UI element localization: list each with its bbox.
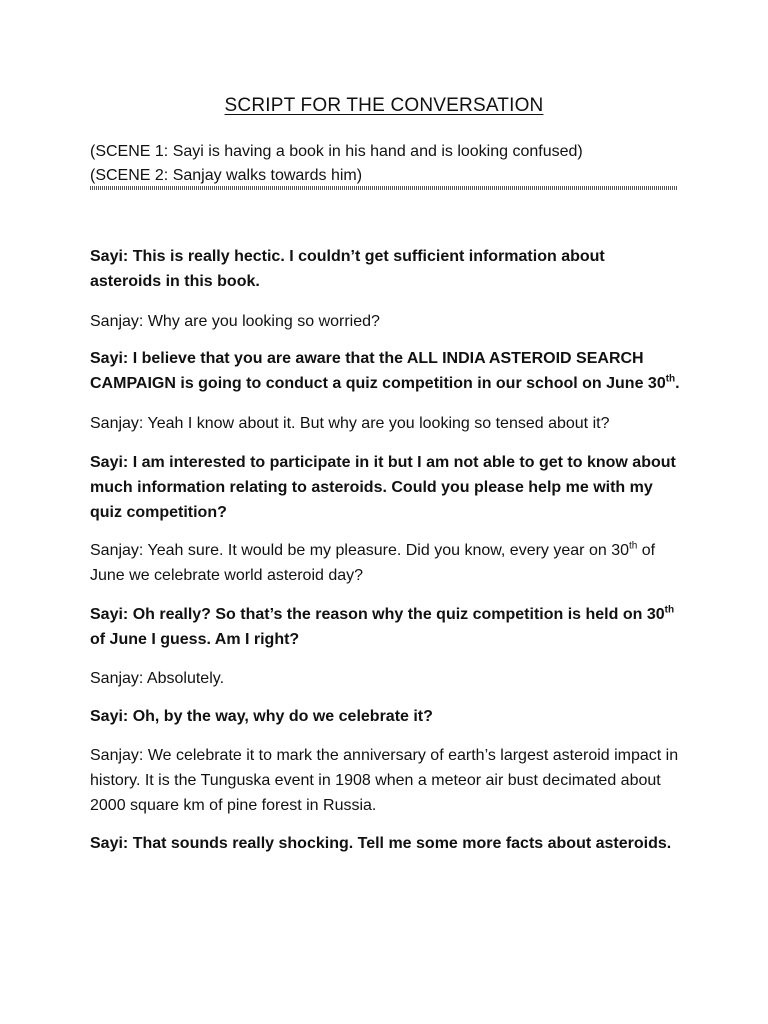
- dialogue-text: Sayi: I believe that you are aware that the ALL INDIA ASTEROID SEARCH CAMPAIGN is going to conduct a quiz competition in our school on June 30: [90, 350, 666, 392]
- dialogue-text-end: of June we celebrate world asteroid day?: [90, 542, 656, 584]
- dialogue-line-sanjay: [90, 538, 680, 588]
- dialogue-text: Sayi: Oh really? So that’s the reason why the quiz competition is held on 30: [90, 606, 665, 623]
- dotted-divider: [90, 186, 677, 190]
- dialogue-line-sanjay: Sanjay: Why are you looking so worried?: [90, 313, 380, 330]
- dialogue-line-sanjay: Sanjay: We celebrate it to mark the anniversary of earth’s largest asteroid impact in history. It is the Tunguska event in 1908 when a meteor air bust decimated about 2000 square km of pine forest in Russia.: [90, 747, 679, 814]
- ordinal-suffix: th: [628, 540, 638, 552]
- document-title: SCRIPT FOR THE CONVERSATION: [224, 95, 544, 116]
- scene-direction-1: (SCENE 1: Sayi is having a book in his hand and is looking confused): [90, 143, 583, 160]
- scene-direction-2: (SCENE 2: Sanjay walks towards him): [90, 167, 363, 184]
- ordinal-suffix: th: [664, 604, 675, 616]
- dialogue-line-sayi: Sayi: This is really hectic. I couldn’t get sufficient information about asteroids in this book.: [90, 248, 605, 290]
- dialogue-line-sayi: Sayi: Oh, by the way, why do we celebrate it?: [90, 708, 433, 725]
- dialogue-line-sayi: Sayi: That sounds really shocking. Tell me some more facts about asteroids.: [90, 835, 672, 852]
- dialogue-text-end: of June I guess. Am I right?: [90, 631, 300, 648]
- dialogue-line-sayi: [90, 346, 680, 396]
- dialogue-text: Sanjay: Yeah sure. It would be my pleasure. Did you know, every year on 30: [90, 542, 629, 559]
- dialogue-line-sayi: [90, 602, 680, 652]
- dialogue-line-sanjay: Sanjay: Absolutely.: [90, 670, 225, 687]
- ordinal-suffix: th: [665, 373, 676, 385]
- dialogue-line-sayi: Sayi: I am interested to participate in it but I am not able to get to know about much information relating to asteroids. Could you please help me with my quiz competition?: [90, 454, 676, 521]
- dialogue-text-end: .: [675, 375, 680, 392]
- dialogue-line-sanjay: Sanjay: Yeah I know about it. But why are you looking so tensed about it?: [90, 415, 610, 432]
